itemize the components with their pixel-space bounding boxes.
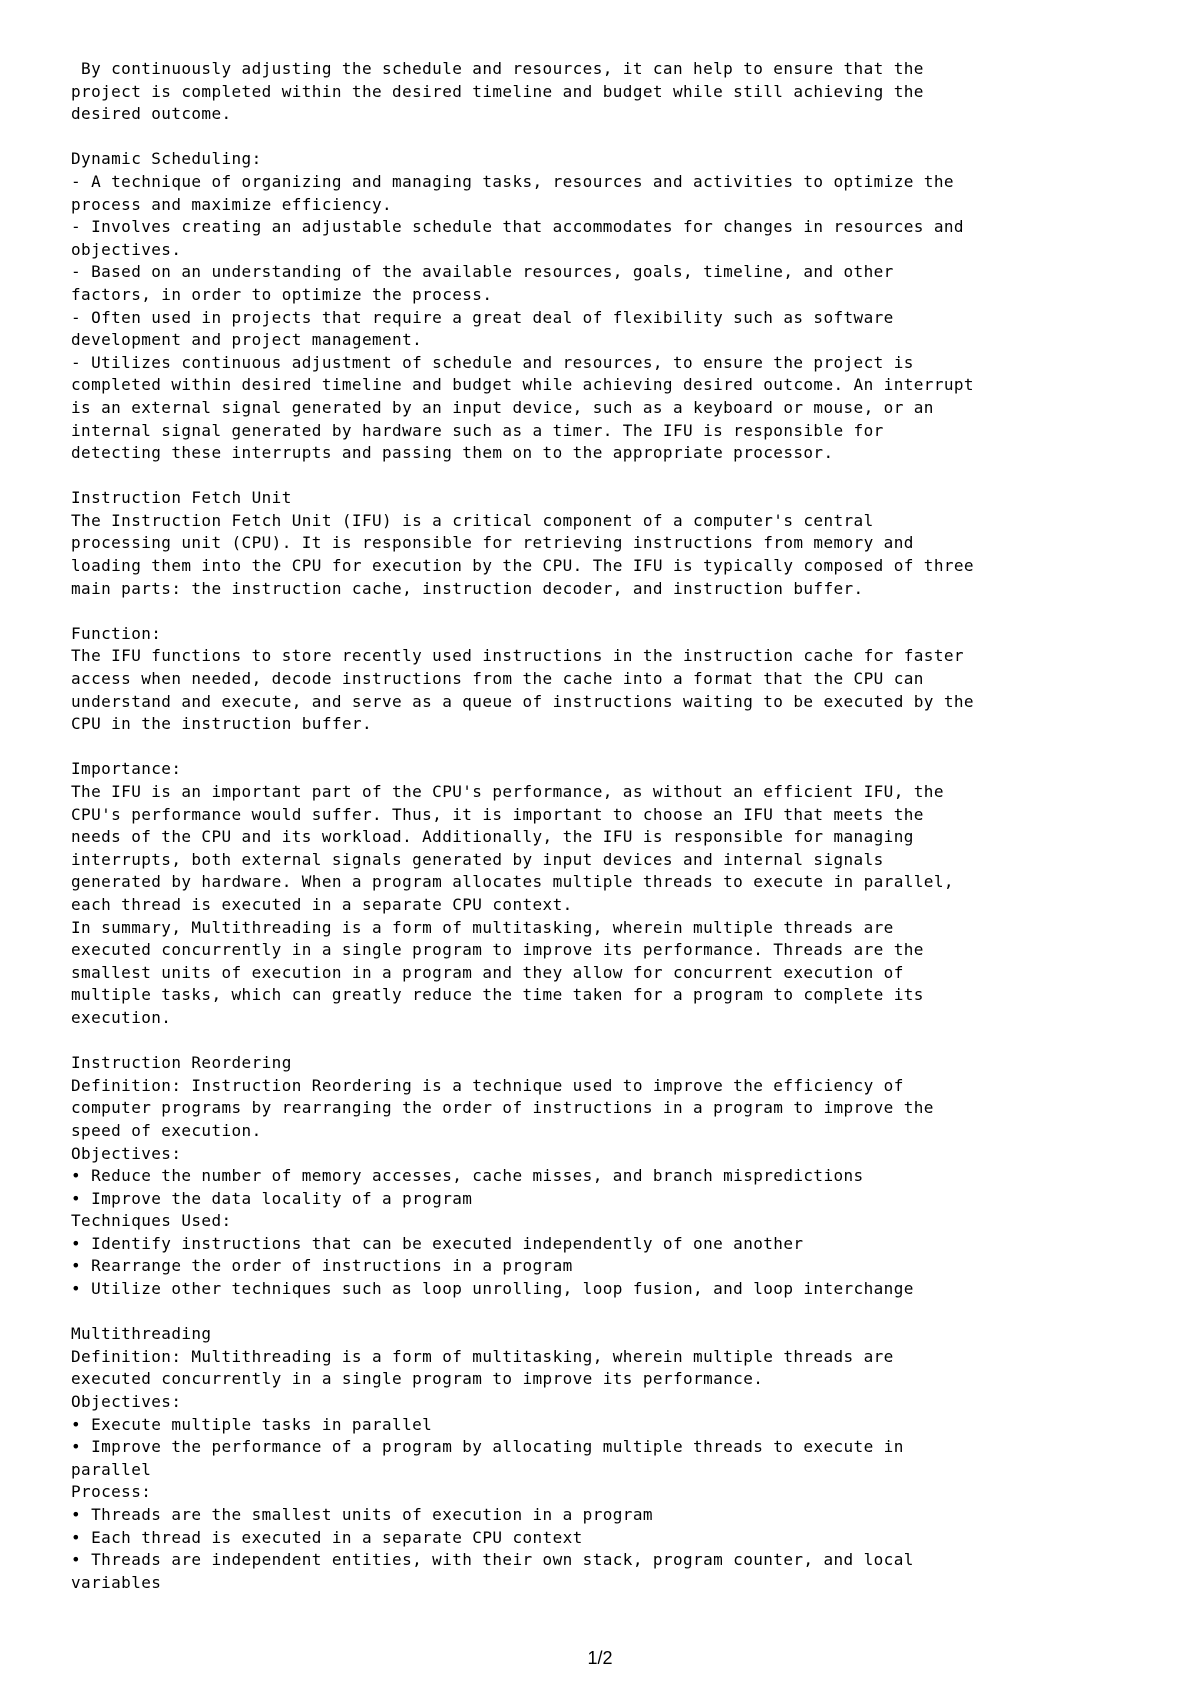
text-line: development and project management.: [71, 330, 423, 350]
text-line: variables: [71, 1572, 162, 1592]
text-line: Importance:: [71, 759, 182, 779]
text-line: Definition: Instruction Reordering is a technique used to improve the efficiency of: [71, 1075, 904, 1095]
text-line: completed within desired timeline and budget while achieving desired outcome. An interrupt: [71, 375, 974, 395]
text-line: Instruction Reordering: [71, 1053, 292, 1073]
text-line: • Improve the data locality of a program: [71, 1188, 473, 1208]
text-line: smallest units of execution in a program and they allow for concurrent execution of: [71, 962, 904, 982]
text-line: desired outcome.: [71, 104, 232, 124]
text-line: multiple tasks, which can greatly reduce the time taken for a program to complete its: [71, 985, 924, 1005]
text-line: • Utilize other techniques such as loop unrolling, loop fusion, and loop interchange: [71, 1279, 914, 1299]
text-line: [71, 126, 1161, 149]
text-line: CPU's performance would suffer. Thus, it is important to choose an IFU that meets the: [71, 804, 924, 824]
text-line: factors, in order to optimize the process.: [71, 284, 493, 304]
text-line: loading them into the CPU for execution by the CPU. The IFU is typically composed of three: [71, 556, 974, 576]
text-line: Function:: [71, 623, 162, 643]
text-line: process and maximize efficiency.: [71, 194, 393, 214]
text-line: computer programs by rearranging the order of instructions in a program to improve the: [71, 1098, 934, 1118]
text-line: executed concurrently in a single program to improve its performance. Threads are the: [71, 940, 924, 960]
text-line: The Instruction Fetch Unit (IFU) is a critical component of a computer's central: [71, 510, 874, 530]
text-line: parallel: [71, 1459, 152, 1479]
text-line: • Threads are independent entities, with their own stack, program counter, and local: [71, 1550, 914, 1570]
text-line: • Rearrange the order of instructions in a program: [71, 1256, 573, 1276]
text-line: generated by hardware. When a program allocates multiple threads to execute in parallel,: [71, 872, 954, 892]
text-line: - Involves creating an adjustable schedule that accommodates for changes in resources and: [71, 217, 964, 237]
text-line: Multithreading: [71, 1324, 212, 1344]
text-line: detecting these interrupts and passing them on to the appropriate processor.: [71, 443, 834, 463]
text-line: • Threads are the smallest units of execution in a program: [71, 1505, 653, 1524]
text-line: In summary, Multithreading is a form of multitasking, wherein multiple threads are: [71, 917, 894, 937]
text-line: is an external signal generated by an input device, such as a keyboard or mouse, or an: [71, 397, 934, 417]
text-line: - Often used in projects that require a great deal of flexibility such as software: [71, 307, 894, 327]
text-line: [71, 465, 1161, 488]
text-line: Objectives:: [71, 1143, 182, 1163]
text-line: internal signal generated by hardware such as a timer. The IFU is responsible for: [71, 420, 884, 440]
text-line: • Improve the performance of a program by allocating multiple threads to execute in: [71, 1437, 904, 1457]
text-line: interrupts, both external signals generated by input devices and internal signals: [71, 849, 884, 869]
text-line: processing unit (CPU). It is responsible for retrieving instructions from memory and: [71, 533, 914, 553]
text-line: CPU in the instruction buffer.: [71, 714, 372, 734]
text-line: Objectives:: [71, 1392, 182, 1412]
text-line: • Identify instructions that can be executed independently of one another: [71, 1233, 804, 1253]
text-line: each thread is executed in a separate CPU context.: [71, 894, 573, 914]
text-line: - A technique of organizing and managing tasks, resources and activities to optimize the: [71, 171, 954, 191]
text-line: Instruction Fetch Unit: [71, 488, 292, 508]
page-number: 1/2: [587, 1648, 613, 1668]
text-line: The IFU functions to store recently used instructions in the instruction cache for faster: [71, 646, 964, 666]
text-line: speed of execution.: [71, 1120, 262, 1140]
text-line: - Based on an understanding of the available resources, goals, timeline, and other: [71, 262, 894, 282]
text-line: objectives.: [71, 239, 182, 259]
text-line: - Utilizes continuous adjustment of schedule and resources, to ensure the project is: [71, 352, 914, 372]
text-line: project is completed within the desired timeline and budget while still achieving the: [71, 81, 924, 101]
text-line: needs of the CPU and its workload. Additionally, the IFU is responsible for managing: [71, 827, 914, 847]
text-line: [71, 736, 1161, 759]
text-line: • Execute multiple tasks in parallel: [71, 1414, 433, 1434]
text-line: Definition: Multithreading is a form of multitasking, wherein multiple threads are: [71, 1346, 894, 1366]
text-line: execution.: [71, 1007, 172, 1027]
text-line: Techniques Used:: [71, 1211, 232, 1231]
text-line: • Reduce the number of memory accesses, cache misses, and branch mispredictions: [71, 1166, 864, 1186]
text-line: Dynamic Scheduling:: [71, 149, 262, 169]
text-line: access when needed, decode instructions from the cache into a format that the CPU can: [71, 669, 924, 689]
text-line: understand and execute, and serve as a queue of instructions waiting to be executed by the: [71, 691, 974, 711]
text-line: By continuously adjusting the schedule and resources, it can help to ensure that the: [71, 59, 924, 78]
text-line: The IFU is an important part of the CPU's performance, as without an efficient IFU, the: [71, 782, 944, 801]
text-line: main parts: the instruction cache, instruction decoder, and instruction buffer.: [71, 578, 864, 598]
text-line: [71, 1030, 1161, 1053]
document-body: [71, 58, 1161, 1594]
text-line: [71, 1301, 1161, 1324]
text-line: Process:: [71, 1482, 152, 1502]
text-line: [71, 600, 1161, 623]
text-line: executed concurrently in a single program to improve its performance.: [71, 1369, 764, 1389]
text-line: • Each thread is executed in a separate CPU context: [71, 1527, 583, 1547]
